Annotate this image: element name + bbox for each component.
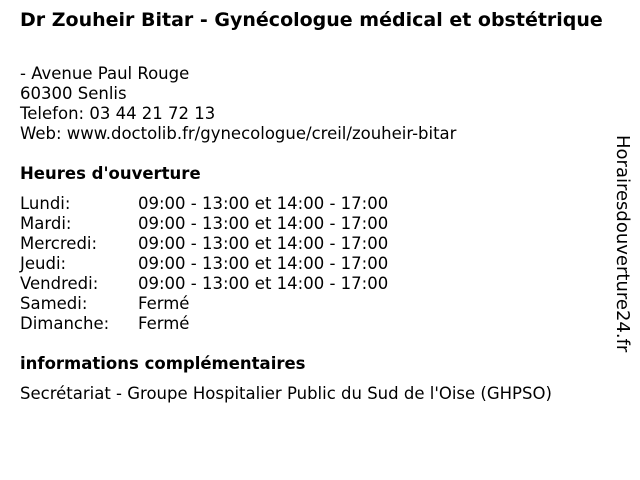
hours-row-lundi <box>20 194 388 214</box>
hours-row-dimanche <box>20 314 388 334</box>
day-label: Samedi: <box>20 294 88 313</box>
day-label: Jeudi: <box>20 254 67 273</box>
hours-row-mardi <box>20 214 388 234</box>
city-postal: 60300 Senlis <box>20 84 127 103</box>
hours-row-samedi <box>20 294 388 314</box>
day-label: Vendredi: <box>20 274 99 293</box>
street-address: - Avenue Paul Rouge <box>20 64 190 83</box>
time-value: 09:00 - 13:00 et 14:00 - 17:00 <box>138 234 389 253</box>
page-title: Dr Zouheir Bitar - Gynécologue médical et obstétrique <box>20 9 603 31</box>
day-label: Lundi: <box>20 194 71 213</box>
time-value: 09:00 - 13:00 et 14:00 - 17:00 <box>138 214 389 233</box>
watermark: Horairesdouverture24.fr <box>612 135 633 353</box>
phone-number: Telefon: 03 44 21 72 13 <box>20 104 216 123</box>
hours-row-mercredi <box>20 234 388 254</box>
time-value: 09:00 - 13:00 et 14:00 - 17:00 <box>138 194 389 213</box>
time-value: 09:00 - 13:00 et 14:00 - 17:00 <box>138 254 389 273</box>
day-label: Mercredi: <box>20 234 98 253</box>
hours-row-vendredi <box>20 274 388 294</box>
day-label: Mardi: <box>20 214 72 233</box>
additional-info-text: Secrétariat - Groupe Hospitalier Public du Sud de l'Oise (GHPSO) <box>20 384 552 403</box>
opening-hours-table <box>20 194 388 334</box>
opening-hours-heading: Heures d'ouverture <box>20 164 201 183</box>
time-value: Fermé <box>138 294 190 313</box>
hours-row-jeudi <box>20 254 388 274</box>
additional-info-heading: informations complémentaires <box>20 354 306 373</box>
time-value: Fermé <box>138 314 190 333</box>
time-value: 09:00 - 13:00 et 14:00 - 17:00 <box>138 274 389 293</box>
website: Web: www.doctolib.fr/gynecologue/creil/zouheir-bitar <box>20 124 457 143</box>
address-block <box>20 64 456 144</box>
day-label: Dimanche: <box>20 314 110 333</box>
